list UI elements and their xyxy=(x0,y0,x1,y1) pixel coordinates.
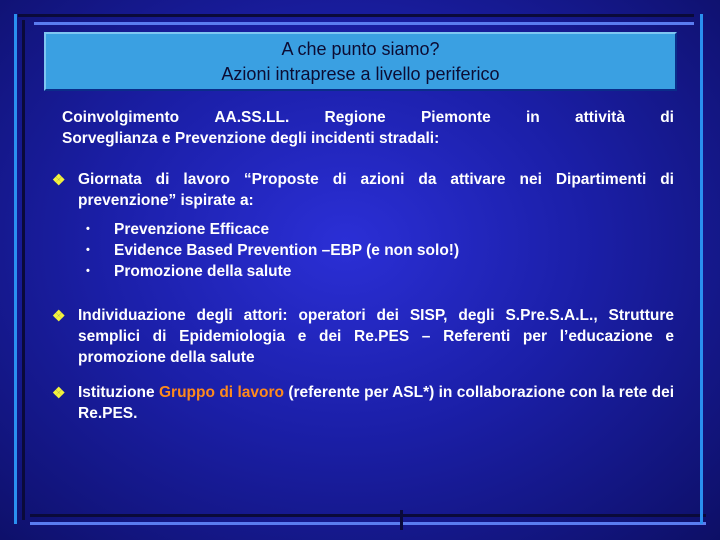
bullet-text-end: (referente per ASL*) in collaborazione con la rete dei Re.PES. xyxy=(78,384,674,422)
intro-word: attività xyxy=(574,109,625,126)
intro-word: Piemonte xyxy=(420,109,491,126)
frame-right-line xyxy=(700,14,703,524)
slide-subtitle: Azioni intraprese a livello periferico xyxy=(221,64,500,84)
intro-paragraph xyxy=(62,107,674,149)
intro-word: in xyxy=(525,109,540,126)
title-box xyxy=(44,32,677,91)
frame-bottom-line xyxy=(30,514,706,517)
sub-bullet-text: Prevenzione Efficace xyxy=(114,221,270,238)
intro-line-2: Sorveglianza e Prevenzione degli incidenti stradali: xyxy=(62,130,440,147)
frame-bottom-line-highlight xyxy=(30,522,706,525)
dot-bullet-icon: • xyxy=(86,244,90,256)
frame-top-line xyxy=(18,14,694,17)
bullet-item-2 xyxy=(52,305,674,368)
dot-bullet-icon: • xyxy=(86,223,90,235)
bullet-text: Individuazione degli attori: operatori dei SISP, degli S.Pre.S.A.L., Strutture semplici di Epidemiologia e dei Re.PES – Referenti per l’educazione e promozione della salute xyxy=(78,307,674,366)
diamond-bullet-icon: ❖ xyxy=(52,385,66,402)
intro-word: Regione xyxy=(324,109,386,126)
frame-bottom-notch xyxy=(400,510,403,530)
dot-bullet-icon: • xyxy=(86,265,90,277)
diamond-bullet-icon: ❖ xyxy=(52,308,66,325)
bullet-text xyxy=(78,382,674,424)
intro-line-1 xyxy=(62,107,674,128)
frame-left-line xyxy=(14,14,17,524)
frame-top-line-highlight xyxy=(34,22,694,25)
intro-word: Coinvolgimento xyxy=(62,109,180,126)
frame-left-line-dark xyxy=(22,20,25,520)
intro-word: di xyxy=(660,109,674,126)
sub-bullet-text: Evidence Based Prevention –EBP (e non solo!) xyxy=(114,242,460,259)
bullet-text: Giornata di lavoro “Proposte di azioni da attivare nei Dipartimenti di prevenzione” ispirate a: xyxy=(78,171,674,209)
diamond-bullet-icon: ❖ xyxy=(52,172,66,189)
intro-word: AA.SS.LL. xyxy=(214,109,290,126)
bullet-item-1 xyxy=(52,169,674,211)
bullet-text-start: Istituzione xyxy=(78,384,159,401)
slide-title: A che punto siamo? xyxy=(281,39,440,59)
sub-bullet-text: Promozione della salute xyxy=(114,263,292,280)
highlighted-text: Gruppo di lavoro xyxy=(159,384,284,401)
bullet-item-3 xyxy=(52,382,674,424)
